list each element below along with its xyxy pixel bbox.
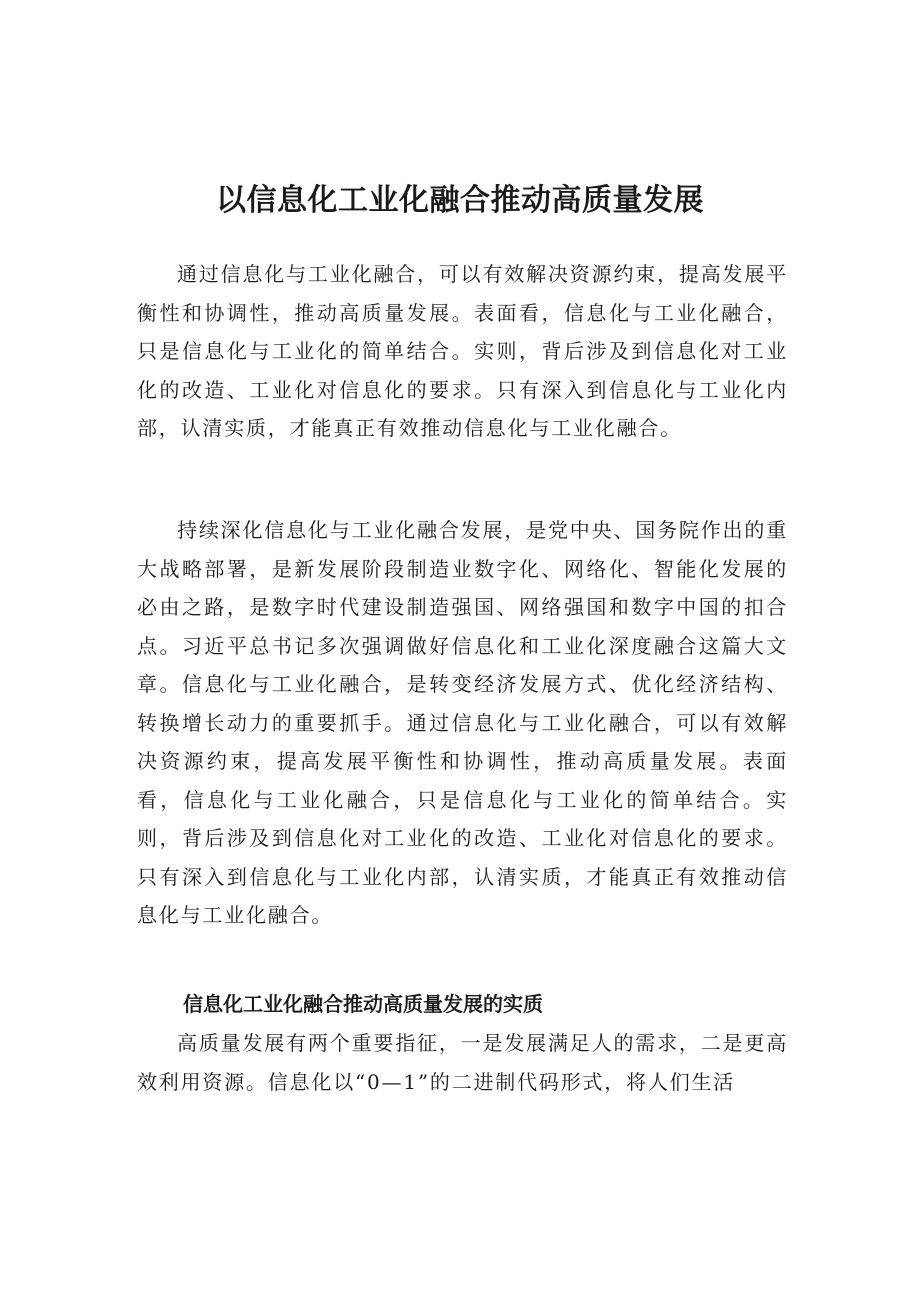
section-heading: 信息化工业化融合推动高质量发展的实质 <box>183 992 543 1016</box>
body-paragraph: 持续深化信息化与工业化融合发展，是党中央、国务院作出的重大战略部署，是新发展阶段制造业数字化、网络化、智能化发展的必由之路，是数字时代建设制造强国、网络强国和数字中国的扣合点。习近平总书记多次强调做好信息化和工业化深度融合这篇大文章。信息化与工业化融合，是转变经济发展方式、优化经济结构、转换增长动力的重要抓手。通过信息化与工业化融合，可以有效解决资源约束，提高发展平衡性和协调性，推动高质量发展。表面看，信息化与工业化融合，只是信息化与工业化的简单结合。实则，背后涉及到信息化对工业化的改造、工业化对信息化的要求。只有深入到信息化与工业化内部，认清实质，才能真正有效推动信息化与工业化融合。 <box>137 518 788 927</box>
body-paragraph: 高质量发展有两个重要指征，一是发展满足人的需求，二是更高效利用资源。信息化以“0—1”的二进制代码形式，将人们生活 <box>137 1031 788 1094</box>
body-paragraph: 通过信息化与工业化融合，可以有效解决资源约束，提高发展平衡性和协调性，推动高质量发展。表面看，信息化与工业化融合，只是信息化与工业化的简单结合。实则，背后涉及到信息化对工业化的改造、工业化对信息化的要求。只有深入到信息化与工业化内部，认清实质，才能真正有效推动信息化与工业化融合。 <box>137 262 788 440</box>
document-title: 以信息化工业化融合推动高质量发展 <box>216 183 704 219</box>
